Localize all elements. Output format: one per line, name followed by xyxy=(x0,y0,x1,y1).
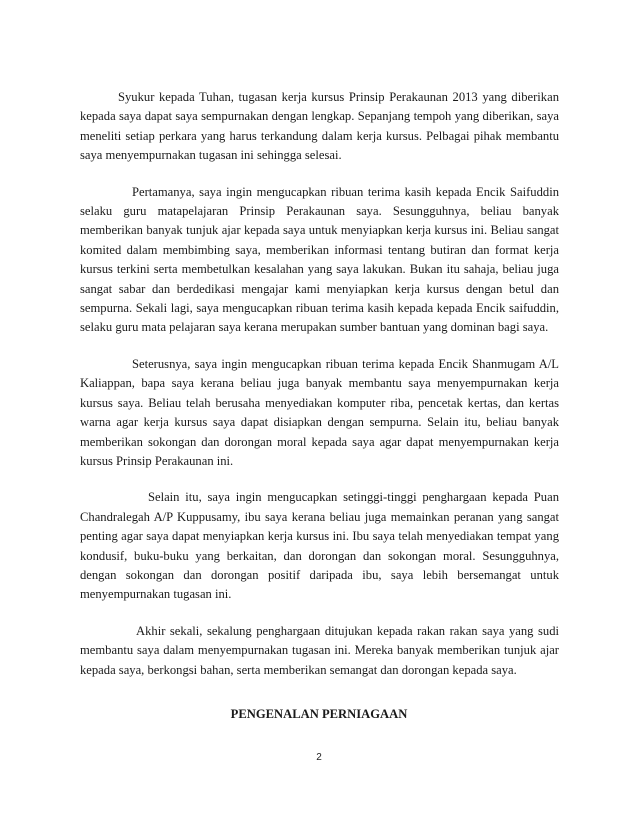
paragraph-teacher: Pertamanya, saya ingin mengucapkan ribuan terima kasih kepada Encik Saifuddin selaku guru matapelajaran Prinsip Perakaunan saya. Sesungguhnya, beliau banyak memberikan banyak tunjuk ajar kepada saya untuk menyiapkan kerja kursus ini. Beliau sangat komited dalam membimbing saya, memberikan informasi tentang butiran dan format kerja kursus terkini serta membetulkan kesalahan yang saya lakukan. Bukan itu sahaja, beliau juga sangat sabar dan berdedikasi mengajar kami menyiapkan kerja kursus dengan betul dan sempurna. Sekali lagi, saya mengucapkan ribuan terima kasih kepada kepada Encik saifuddin, selaku guru mata pelajaran saya kerana merupakan sumber bantuan yang dominan bagi saya. xyxy=(80,184,559,335)
page-number: 2 xyxy=(316,752,322,763)
paragraph-father: Seterusnya, saya ingin mengucapkan ribuan terima kepada Encik Shanmugam A/L Kaliappan, bapa saya kerana beliau juga banyak membantu saya menyempurnakan kerja kursus saya. Beliau telah berusaha menyediakan komputer riba, pencetak kertas, dan kertas warna agar kerja kursus saya dapat disiapkan dengan sempurna. Selain itu, beliau banyak memberikan sokongan dan dorongan moral kepada saya agar dapat menyempurnakan kerja kursus Prinsip Perakaunan ini. xyxy=(80,356,559,468)
acknowledgement-body xyxy=(80,88,559,697)
section-heading: PENGENALAN PERNIAGAAN xyxy=(230,707,408,721)
paragraph-mother: Selain itu, saya ingin mengucapkan setinggi-tinggi penghargaan kepada Puan Chandralegah A/P Kuppusamy, ibu saya kerana beliau juga memainkan peranan yang sangat penting agar saya dapat menyiapkan kerja kursus ini. Ibu saya telah menyediakan tempat yang kondusif, buku-buku yang berkaitan, dan dorongan dan sokongan moral. Sesungguhnya, dengan sokongan dan dorongan positif daripada ibu, saya lebih bersemangat untuk menyempurnakan tugasan ini. xyxy=(80,490,559,602)
paragraph-friends: Akhir sekali, sekalung penghargaan ditujukan kepada rakan rakan saya yang sudi membantu saya dalam menyempurnakan tugasan ini. Mereka banyak memberikan tunjuk ajar kepada saya, berkongsi bahan, serta memberikan semangat dan dorongan kepada saya. xyxy=(80,623,559,677)
paragraph-gratitude: Syukur kepada Tuhan, tugasan kerja kursus Prinsip Perakaunan 2013 yang diberikan kepada saya dapat saya sempurnakan dengan lengkap. Sepanjang tempoh yang diberikan, saya meneliti setiap perkara yang harus terkandung dalam kerja kursus. Pelbagai pihak membantu saya menyempurnakan tugasan ini sehingga selesai. xyxy=(80,90,559,163)
